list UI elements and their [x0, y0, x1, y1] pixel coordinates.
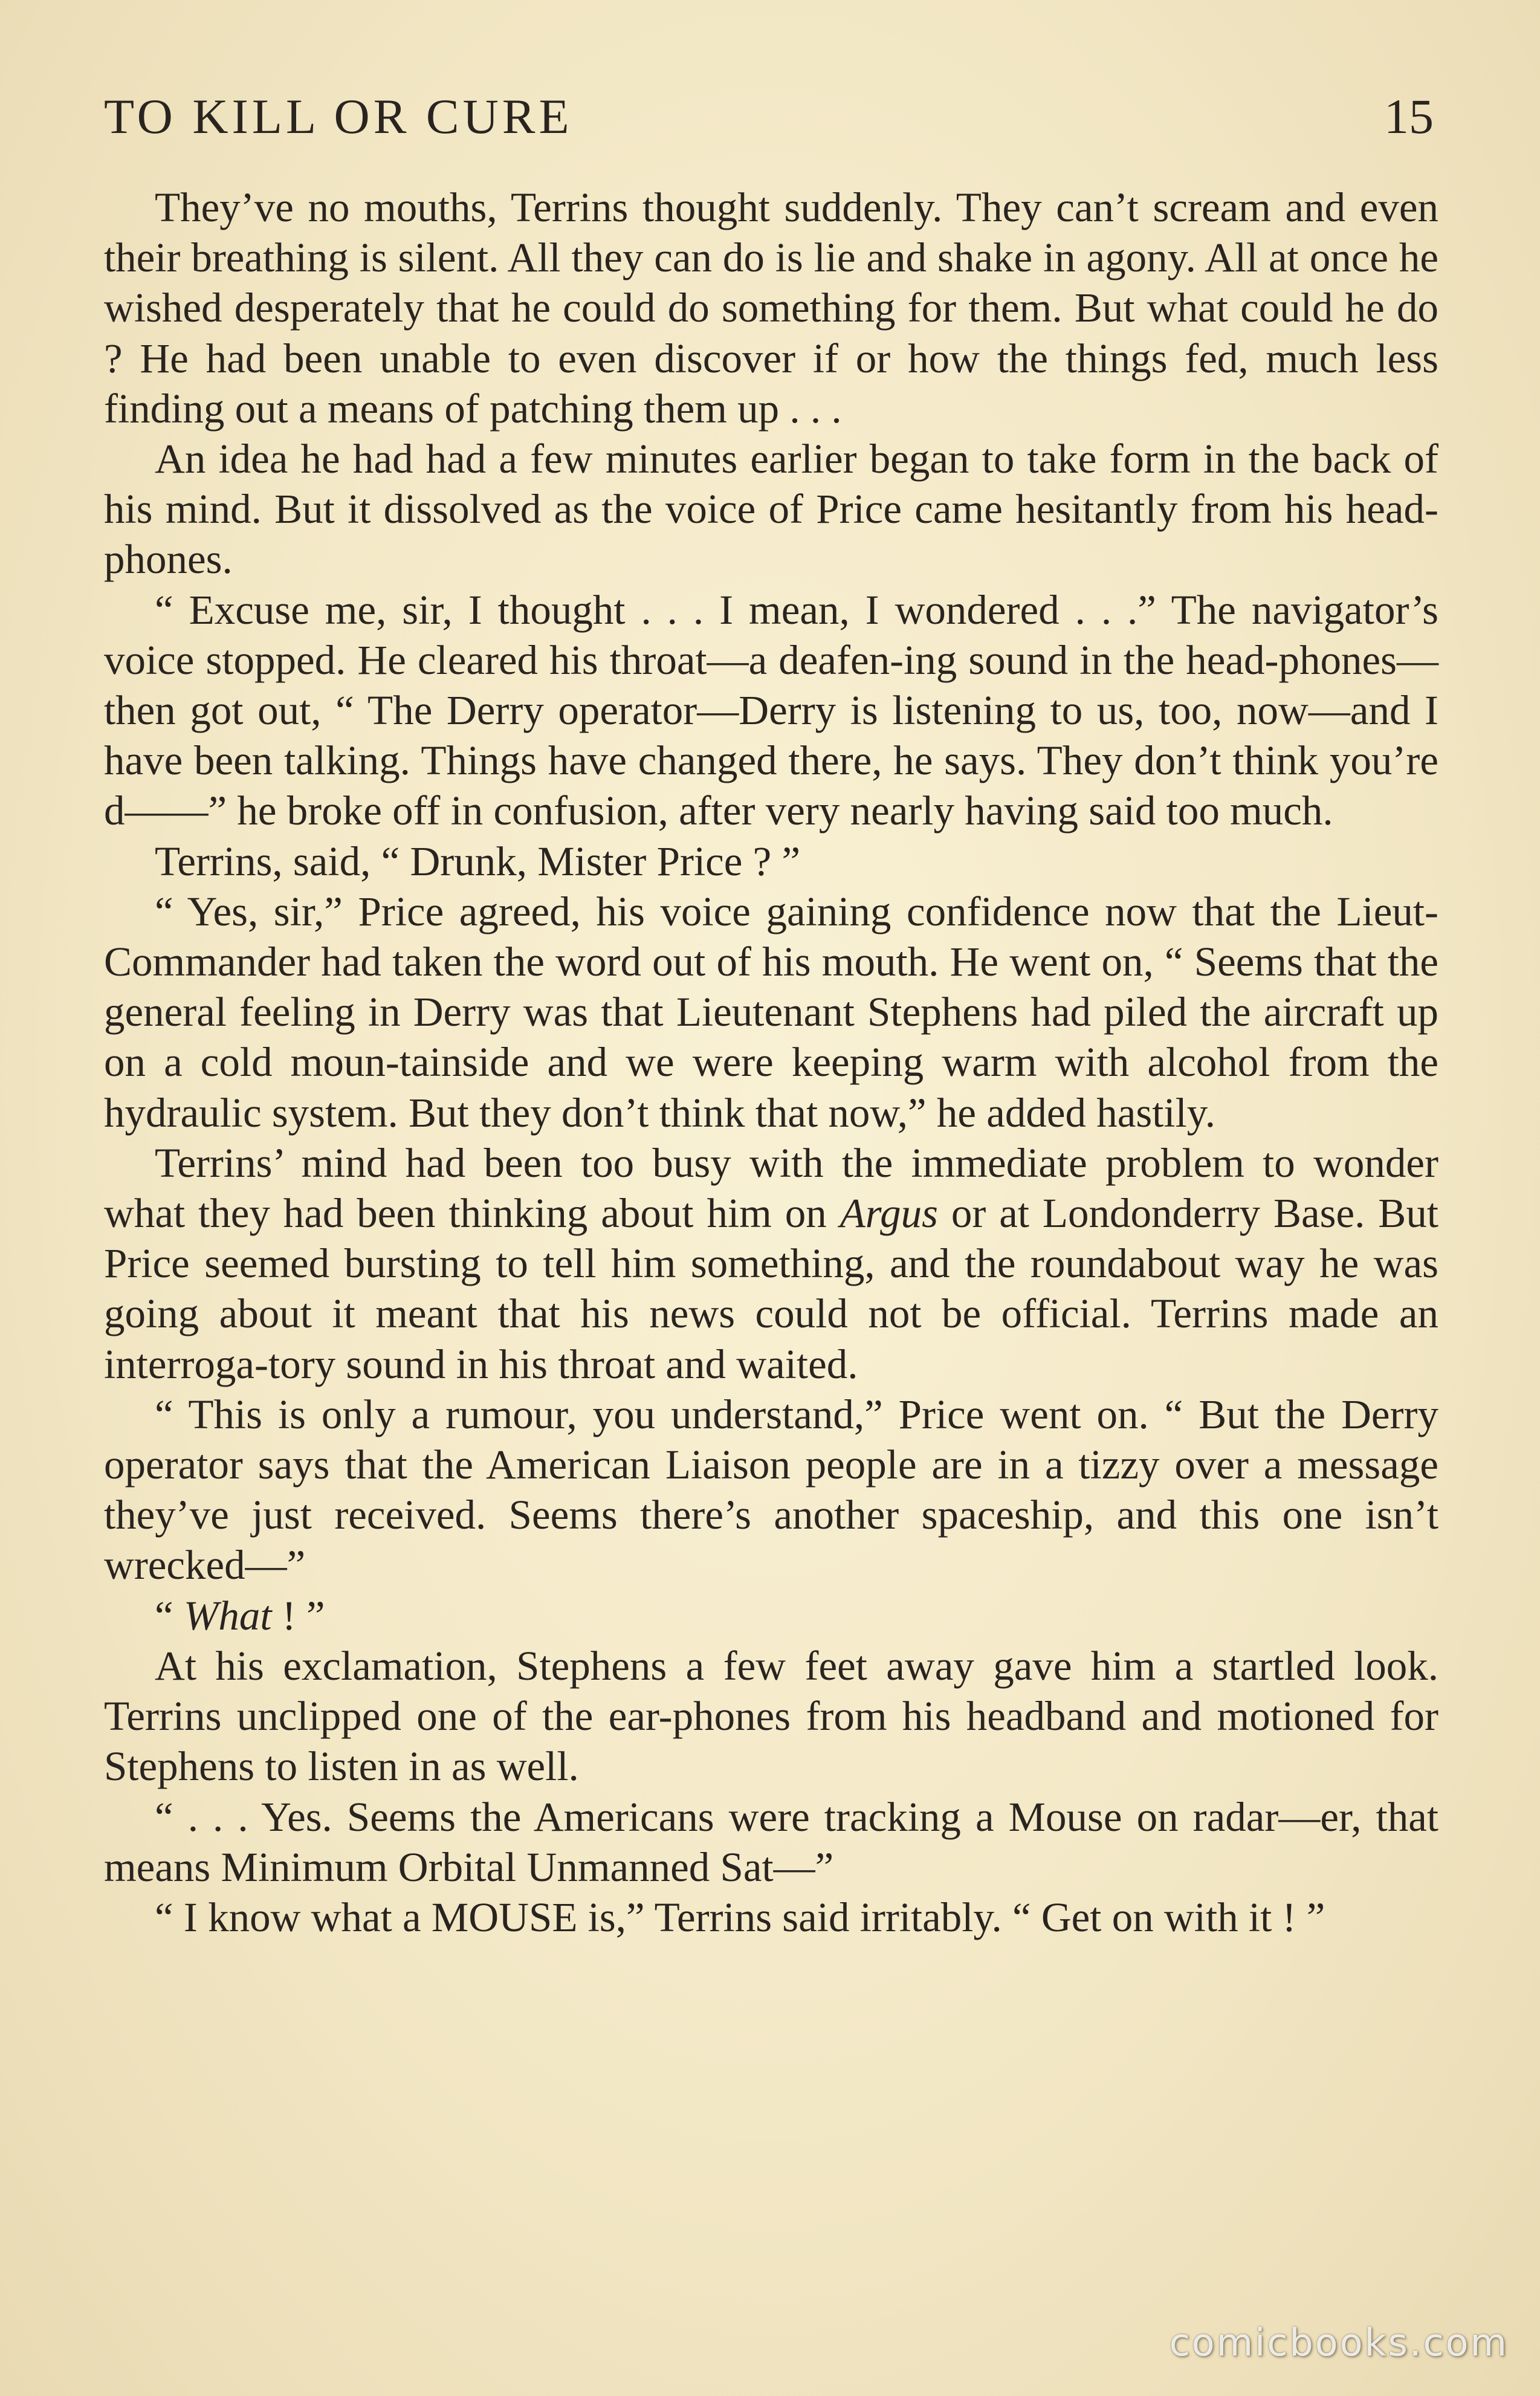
watermark: comicbooks.com — [1169, 2320, 1509, 2365]
paragraph: “ This is only a rumour, you understand,” Price went on. “ But the Derry operator says that the American Liaison people are in a tizzy over a message they’ve just received. Seems there’s another spaceship, and this one isn’t wrecked—” — [104, 1391, 1438, 1588]
paragraph: An idea he had had a few minutes earlier began to take form in the back of his mind. But it dissolved as the voice of Price came hesitantly from his head-phones. — [104, 436, 1438, 583]
paragraph: “ I know what a MOUSE is,” Terrins said irritably. “ Get on with it ! ” — [155, 1894, 1325, 1940]
paragraph: “ Yes, sir,” Price agreed, his voice gaining confidence now that the Lieut-Commander had taken the word out of his mouth. He went on, “ Seems that the general feeling in Derry was that Lieutenant Stephens had piled the aircraft up on a cold moun-tainside and we were keeping warm with alcohol from the hydraulic system. But they don’t think that now,” he added hastily. — [104, 888, 1438, 1136]
paragraph: Terrins’ mind had been too busy with the immediate problem to wonder what they had been thinking about him on Argus or at Londonderry Base. But Price seemed bursting to tell him something, and the roundabout way he was going about it meant that his news could not be official. Terrins made an interroga-tory sound in his throat and waited. — [104, 1139, 1438, 1387]
paragraph: “ What ! ” — [155, 1592, 325, 1639]
paragraph: They’ve no mouths, Terrins thought suddenly. They can’t scream and even their breathing is silent. All they can do is lie and shake in agony. All at once he wished desperately that he could do something for them. But what could he do ? He had been unable to even discover if or how the things fed, much less finding out a means of patching them up . . . — [104, 184, 1438, 432]
paragraph: “ Excuse me, sir, I thought . . . I mean, I wondered . . .” The navigator’s voice stopped. He cleared his throat—a deafen-ing sound in the head-phones—then got out, “ The Derry operator—Derry is listening to us, too, now—and I have been talking. Things have changed there, he says. They don’t think you’re d——” he broke off in confusion, after very nearly having said too much. — [104, 586, 1438, 834]
chapter-title: TO KILL OR CURE — [104, 89, 573, 144]
page-number: 15 — [1384, 89, 1434, 144]
paragraph: Terrins, said, “ Drunk, Mister Price ? ” — [155, 838, 801, 884]
running-head — [104, 83, 1434, 150]
paragraph: “ . . . Yes. Seems the Americans were tracking a Mouse on radar—er, that means Minimum Orbital Unmanned Sat—” — [104, 1793, 1438, 1890]
paragraph: At his exclamation, Stephens a few feet away gave him a startled look. Terrins unclipped one of the ear-phones from his headband and motioned for Stephens to listen in as well. — [104, 1642, 1438, 1790]
body-text — [104, 183, 1438, 1943]
